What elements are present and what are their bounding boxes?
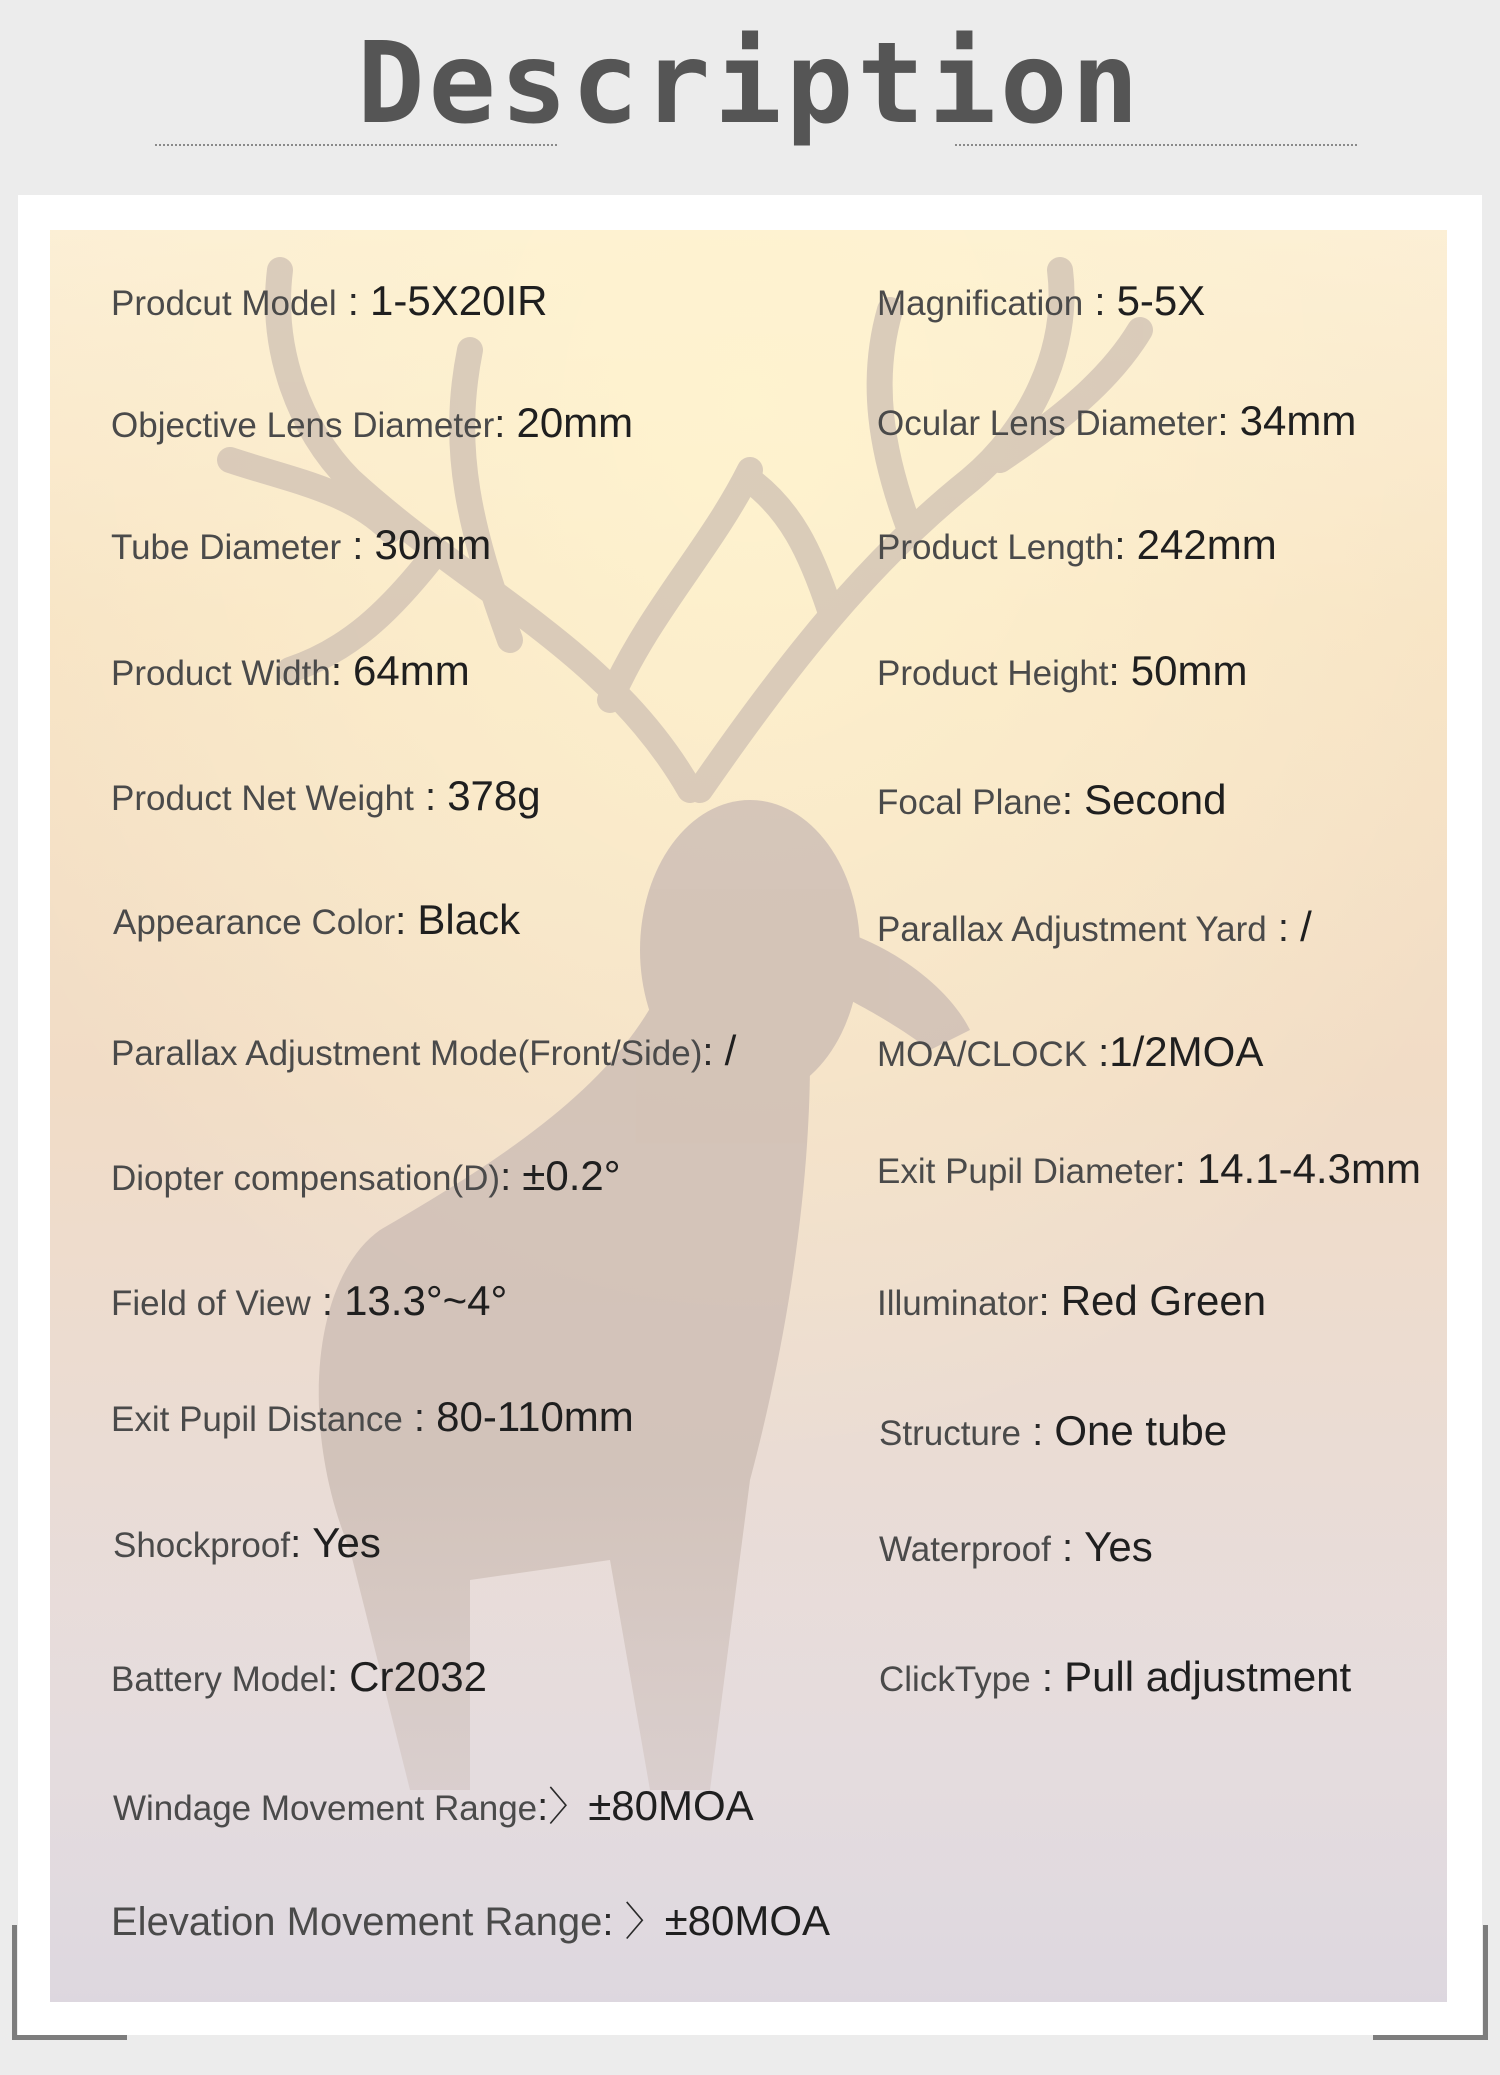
spec-magnification (877, 277, 1206, 324)
spec-appearance-color (113, 896, 521, 943)
spec-exit-pupil-diameter (877, 1145, 1421, 1192)
spec-separator: : (702, 1030, 725, 1074)
spec-field-of-view (111, 1277, 508, 1324)
spec-windage-movement-range (113, 1782, 754, 1829)
spec-label: Product Width (111, 654, 331, 693)
spec-value: Second (1084, 776, 1227, 823)
spec-separator: : (341, 524, 375, 568)
spec-waterproof (879, 1523, 1153, 1570)
spec-separator: : (402, 1396, 437, 1440)
spec-separator: : (395, 899, 418, 943)
spec-label: ClickType (879, 1660, 1031, 1699)
spec-value: / (724, 1027, 737, 1074)
spec-label: Exit Pupil Distance (111, 1400, 403, 1439)
spec-product-height (877, 647, 1248, 694)
spec-label: Windage Movement Range (113, 1789, 538, 1828)
spec-label: Waterproof (879, 1530, 1051, 1569)
spec-value: 13.3°~4° (344, 1277, 508, 1324)
spec-value: One tube (1054, 1407, 1228, 1454)
spec-label: Structure (879, 1414, 1021, 1453)
title-rule-right (955, 144, 1357, 146)
spec-separator: : (1217, 400, 1240, 444)
spec-separator: : (1108, 650, 1131, 694)
spec-value: ±0.2° (522, 1152, 621, 1199)
spec-value: 34mm (1239, 397, 1357, 444)
spec-label: MOA/CLOCK (877, 1035, 1088, 1074)
corner-bracket-bottom-left (12, 1925, 127, 2040)
spec-product-net-weight (111, 772, 541, 819)
spec-separator: : (1030, 1656, 1065, 1700)
spec-value: 80-110mm (436, 1393, 634, 1440)
spec-value: Red Green (1060, 1277, 1267, 1324)
spec-value: 5-5X (1116, 277, 1206, 324)
spec-label: Product Height (877, 654, 1109, 693)
spec-value: 1-5X20IR (370, 277, 548, 324)
spec-label: Prodcut Model (111, 284, 337, 323)
spec-separator: : (1087, 1031, 1110, 1075)
spec-separator: : (310, 1280, 345, 1324)
spec-value: / (1300, 903, 1312, 950)
spec-separator: : (413, 775, 448, 819)
deer-background-image (50, 230, 1447, 2002)
spec-label: Field of View (111, 1284, 311, 1323)
spec-click-type (879, 1653, 1352, 1700)
spec-separator: : 〉 (602, 1900, 665, 1944)
spec-objective-lens-diameter (111, 399, 634, 446)
spec-label: Diopter compensation(D) (111, 1159, 501, 1198)
spec-separator: :〉 (537, 1785, 589, 1829)
spec-structure (879, 1407, 1228, 1454)
spec-separator: : (290, 1522, 313, 1566)
spec-label: Elevation Movement Range (111, 1900, 603, 1944)
spec-value: 14.1-4.3mm (1196, 1145, 1421, 1192)
spec-separator: : (494, 402, 517, 446)
spec-product-length (877, 521, 1277, 568)
spec-separator: : (1021, 1410, 1055, 1454)
spec-label: Parallax Adjustment Mode(Front/Side) (111, 1034, 703, 1073)
spec-value: 50mm (1130, 647, 1248, 694)
spec-product-width (111, 647, 470, 694)
spec-value: Cr2032 (349, 1653, 487, 1700)
spec-elevation-movement-range (111, 1897, 831, 1944)
spec-label: Ocular Lens Diameter (877, 404, 1218, 443)
spec-separator: : (500, 1155, 523, 1199)
spec-separator: : (1174, 1148, 1197, 1192)
spec-label: Product Net Weight (111, 779, 414, 818)
spec-diopter-compensation (111, 1152, 621, 1199)
spec-value: 242mm (1136, 521, 1277, 568)
spec-shockproof (113, 1519, 381, 1566)
spec-product-model (111, 277, 548, 324)
spec-value: ±80MOA (588, 1782, 754, 1829)
spec-separator: : (1050, 1526, 1085, 1570)
spec-value: 30mm (374, 521, 492, 568)
spec-parallax-adjustment-mode (111, 1027, 737, 1074)
spec-moa-clock (877, 1028, 1264, 1075)
spec-illuminator (877, 1277, 1267, 1324)
spec-value: Yes (1084, 1523, 1153, 1570)
spec-separator: : (1266, 906, 1301, 950)
spec-separator: : (330, 650, 354, 694)
spec-battery-model (111, 1653, 487, 1700)
spec-label: Battery Model (111, 1660, 327, 1699)
spec-label: Product Length (877, 528, 1115, 567)
page-title: Description (357, 19, 1143, 149)
spec-value: Pull adjustment (1064, 1653, 1352, 1700)
spec-separator: : (326, 1656, 350, 1700)
spec-value: Black (417, 896, 521, 943)
spec-ocular-lens-diameter (877, 397, 1357, 444)
spec-label: Magnification (877, 284, 1084, 323)
spec-separator: : (336, 280, 371, 324)
spec-label: Tube Diameter (111, 528, 342, 567)
corner-bracket-bottom-right (1373, 1925, 1488, 2040)
spec-separator: : (1038, 1280, 1061, 1324)
spec-separator: : (1114, 524, 1137, 568)
spec-value: 20mm (516, 399, 634, 446)
spec-value: 1/2MOA (1109, 1028, 1264, 1075)
spec-label: Exit Pupil Diameter (877, 1152, 1175, 1191)
spec-parallax-adjustment-yard (877, 903, 1312, 950)
spec-value: 378g (447, 772, 541, 819)
title-rule-left (155, 144, 557, 146)
spec-focal-plane (877, 776, 1227, 823)
spec-tube-diameter (111, 521, 492, 568)
spec-label: Parallax Adjustment Yard (877, 910, 1267, 949)
spec-label: Appearance Color (113, 903, 396, 942)
spec-label: Focal Plane (877, 783, 1062, 822)
spec-value: Yes (312, 1519, 381, 1566)
spec-exit-pupil-distance (111, 1393, 634, 1440)
spec-label: Illuminator (877, 1284, 1039, 1323)
spec-label: Shockproof (113, 1526, 291, 1565)
spec-value: ±80MOA (664, 1897, 831, 1944)
spec-separator: : (1061, 779, 1085, 823)
spec-label: Objective Lens Diameter (111, 406, 495, 445)
spec-value: 64mm (353, 647, 470, 694)
spec-separator: : (1083, 280, 1117, 324)
